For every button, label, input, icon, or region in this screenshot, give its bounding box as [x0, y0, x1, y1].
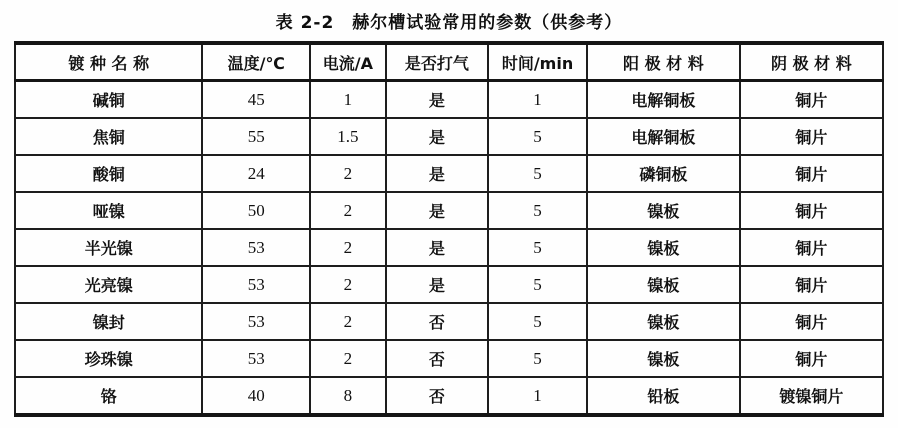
table-row	[15, 229, 883, 266]
table-cell: 是	[386, 192, 488, 229]
table-cell: 是	[386, 118, 488, 155]
table-cell: 8	[310, 377, 386, 415]
table-cell: 5	[488, 303, 587, 340]
table-cell: 半光镍	[15, 229, 202, 266]
table-cell: 50	[202, 192, 310, 229]
table-cell: 铬	[15, 377, 202, 415]
column-header: 镀 种 名 称	[15, 43, 202, 81]
table-cell: 铜片	[740, 229, 883, 266]
table-cell: 是	[386, 266, 488, 303]
table-cell: 铜片	[740, 155, 883, 192]
table-head	[15, 43, 883, 81]
table-cell: 1	[488, 377, 587, 415]
table-row	[15, 81, 883, 119]
table-cell: 40	[202, 377, 310, 415]
table-cell: 铜片	[740, 340, 883, 377]
table-row	[15, 118, 883, 155]
table-cell: 镍板	[587, 340, 740, 377]
table-cell: 电解铜板	[587, 118, 740, 155]
table-cell: 铅板	[587, 377, 740, 415]
table-cell: 否	[386, 303, 488, 340]
table-cell: 5	[488, 340, 587, 377]
column-header: 阳 极 材 料	[587, 43, 740, 81]
table-cell: 酸铜	[15, 155, 202, 192]
table-cell: 55	[202, 118, 310, 155]
table-cell: 镀镍铜片	[740, 377, 883, 415]
table-cell: 53	[202, 266, 310, 303]
table-cell: 铜片	[740, 81, 883, 119]
table-cell: 磷铜板	[587, 155, 740, 192]
table-cell: 焦铜	[15, 118, 202, 155]
table-cell: 2	[310, 155, 386, 192]
parameters-table	[14, 41, 884, 417]
table-cell: 45	[202, 81, 310, 119]
table-cell: 2	[310, 192, 386, 229]
table-cell: 碱铜	[15, 81, 202, 119]
table-row	[15, 192, 883, 229]
table-cell: 2	[310, 340, 386, 377]
table-cell: 哑镍	[15, 192, 202, 229]
table-cell: 铜片	[740, 192, 883, 229]
column-header: 时间/min	[488, 43, 587, 81]
column-header: 电流/A	[310, 43, 386, 81]
table-cell: 铜片	[740, 266, 883, 303]
table-cell: 镍板	[587, 303, 740, 340]
table-cell: 镍封	[15, 303, 202, 340]
table-body	[15, 81, 883, 416]
table-cell: 光亮镍	[15, 266, 202, 303]
table-cell: 1	[488, 81, 587, 119]
table-cell: 1.5	[310, 118, 386, 155]
table-cell: 否	[386, 340, 488, 377]
table-cell: 5	[488, 118, 587, 155]
table-cell: 铜片	[740, 303, 883, 340]
table-cell: 2	[310, 229, 386, 266]
column-header: 是否打气	[386, 43, 488, 81]
table-cell: 否	[386, 377, 488, 415]
table-cell: 5	[488, 192, 587, 229]
table-cell: 镍板	[587, 192, 740, 229]
table-cell: 铜片	[740, 118, 883, 155]
header-row	[15, 43, 883, 81]
table-cell: 1	[310, 81, 386, 119]
table-row	[15, 377, 883, 415]
table-cell: 2	[310, 303, 386, 340]
table-cell: 是	[386, 81, 488, 119]
column-header: 阴 极 材 料	[740, 43, 883, 81]
table-row	[15, 340, 883, 377]
table-cell: 5	[488, 155, 587, 192]
table-cell: 53	[202, 340, 310, 377]
table-cell: 5	[488, 266, 587, 303]
table-cell: 53	[202, 303, 310, 340]
table-cell: 电解铜板	[587, 81, 740, 119]
table-cell: 24	[202, 155, 310, 192]
table-cell: 2	[310, 266, 386, 303]
table-cell: 镍板	[587, 229, 740, 266]
table-row	[15, 266, 883, 303]
table-cell: 53	[202, 229, 310, 266]
column-header: 温度/℃	[202, 43, 310, 81]
table-cell: 是	[386, 229, 488, 266]
table-row	[15, 155, 883, 192]
table-cell: 镍板	[587, 266, 740, 303]
table-title: 表 2-2 赫尔槽试验常用的参数（供参考）	[275, 13, 623, 33]
table-row	[15, 303, 883, 340]
table-cell: 5	[488, 229, 587, 266]
table-cell: 珍珠镍	[15, 340, 202, 377]
table-cell: 是	[386, 155, 488, 192]
